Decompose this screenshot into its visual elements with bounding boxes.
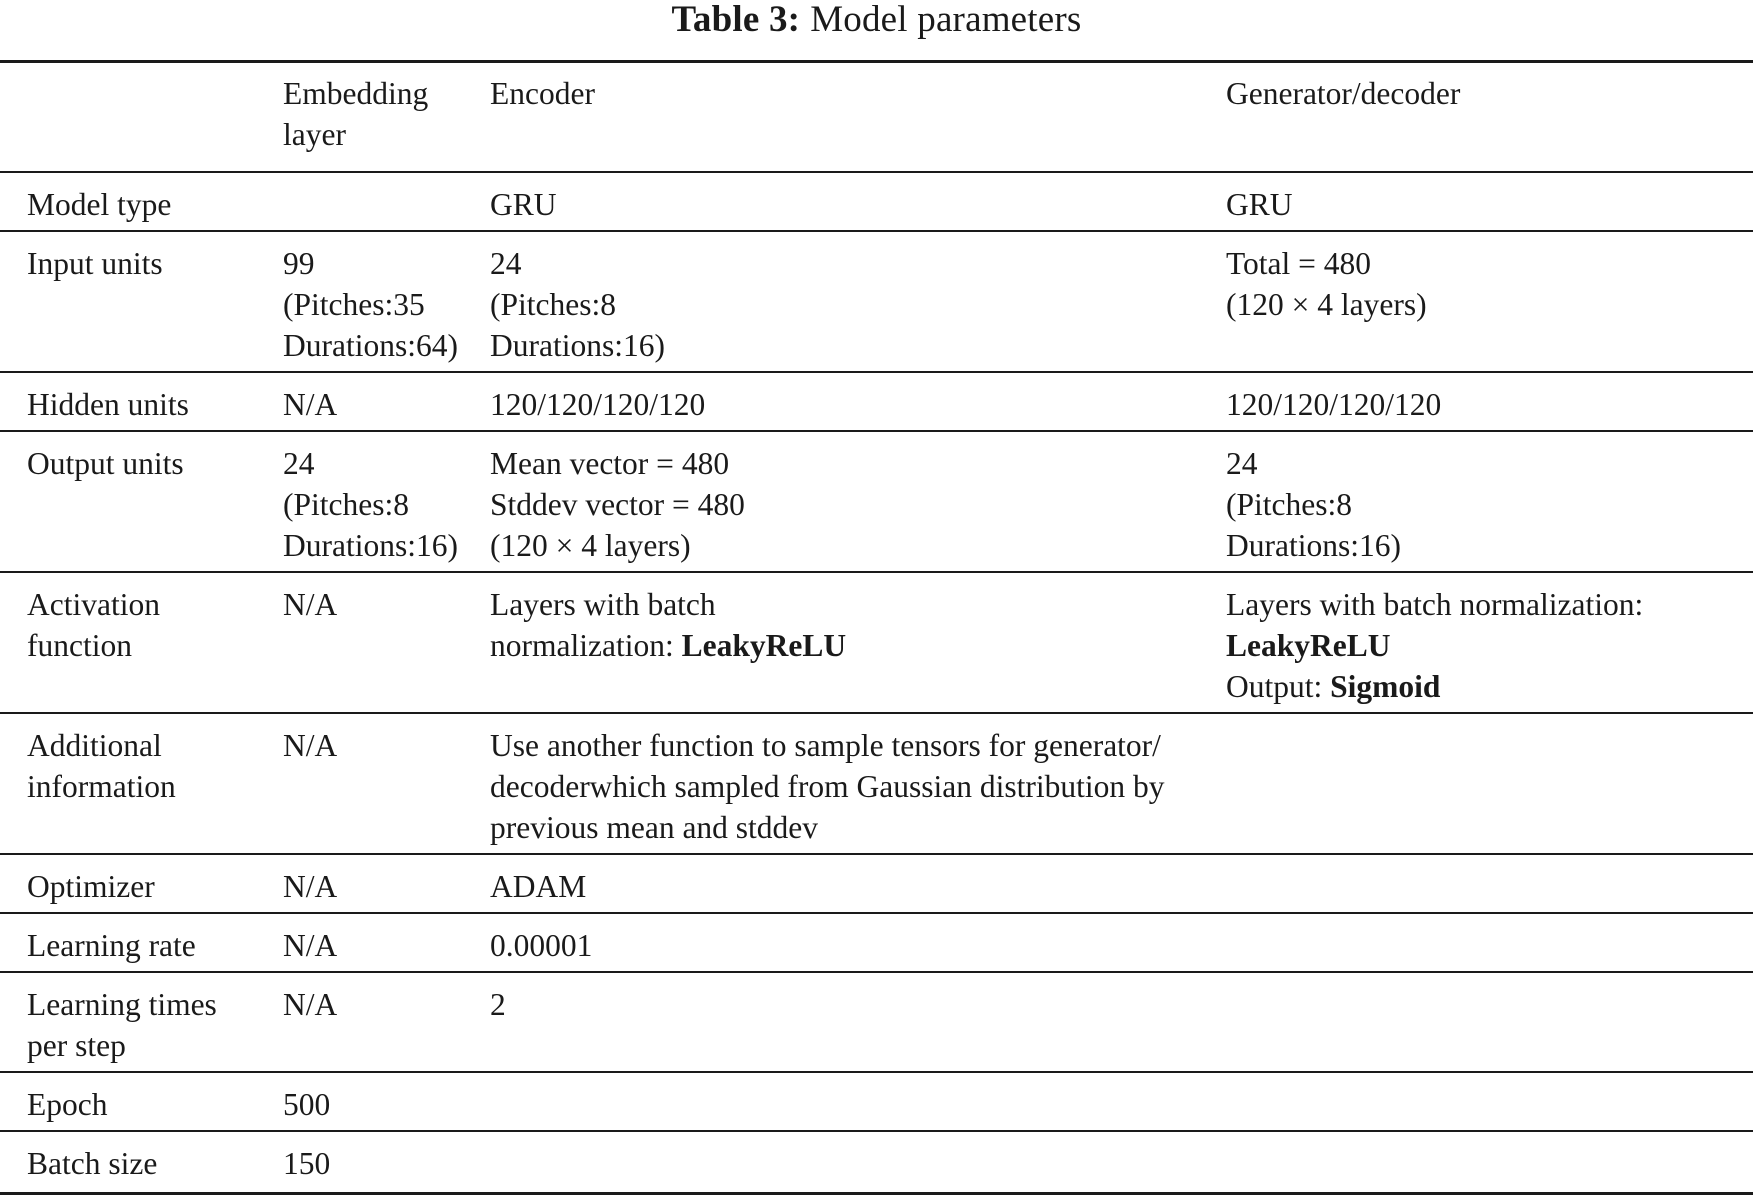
cell-embedding: N/A (283, 572, 490, 713)
cell-generator: Total = 480 (120 × 4 layers) (1226, 231, 1753, 372)
header-cell-generator: Generator/decoder (1226, 62, 1753, 173)
cell-generator: Layers with batch normalization: LeakyReLU Output: Sigmoid (1226, 572, 1753, 713)
cell-embedding: N/A (283, 972, 490, 1072)
cell-embedding: 500 (283, 1072, 490, 1131)
table-row-input-units (0, 231, 1753, 372)
row-label: Learning times per step (0, 972, 283, 1072)
table-row-model-type (0, 172, 1753, 231)
activation-name: LeakyReLU (1226, 628, 1391, 663)
table-caption (0, 0, 1753, 40)
table-row-optimizer (0, 854, 1753, 913)
table-row-activation-function (0, 572, 1753, 713)
row-label: Batch size (0, 1131, 283, 1194)
cell-generator (1226, 854, 1753, 913)
row-label: Model type (0, 172, 283, 231)
cell-generator (1226, 972, 1753, 1072)
cell-embedding: N/A (283, 713, 490, 854)
cell-encoder: 0.00001 (490, 913, 1226, 972)
row-label: Learning rate (0, 913, 283, 972)
cell-embedding (283, 172, 490, 231)
caption-label: Table 3: (671, 0, 801, 40)
row-label: Activation function (0, 572, 283, 713)
cell-generator (1226, 1072, 1753, 1131)
cell-embedding: 24 (Pitches:8 Durations:16) (283, 431, 490, 572)
table-row-batch-size (0, 1131, 1753, 1194)
row-label: Hidden units (0, 372, 283, 431)
cell-generator: 120/120/120/120 (1226, 372, 1753, 431)
cell-encoder: ADAM (490, 854, 1226, 913)
row-label: Input units (0, 231, 283, 372)
cell-encoder: 120/120/120/120 (490, 372, 1226, 431)
caption-title: Model parameters (810, 0, 1082, 40)
activation-name: LeakyReLU (681, 628, 847, 663)
row-label: Additional information (0, 713, 283, 854)
cell-generator (1226, 713, 1753, 854)
row-label: Output units (0, 431, 283, 572)
cell-generator (1226, 1131, 1753, 1194)
cell-encoder (490, 1072, 1226, 1131)
table-row-learning-rate (0, 913, 1753, 972)
table-row-output-units (0, 431, 1753, 572)
table-row-epoch (0, 1072, 1753, 1131)
cell-generator (1226, 913, 1753, 972)
table-row-additional-information (0, 713, 1753, 854)
model-parameters-table (0, 60, 1753, 1195)
cell-embedding: 150 (283, 1131, 490, 1194)
cell-encoder: 24 (Pitches:8 Durations:16) (490, 231, 1226, 372)
table-row-learning-times (0, 972, 1753, 1072)
cell-encoder: GRU (490, 172, 1226, 231)
cell-encoder: Use another function to sample tensors for generator/ decoderwhich sampled from Gaussian distribution by previous mean and stddev (490, 713, 1226, 854)
output-activation-name: Sigmoid (1330, 669, 1441, 704)
cell-encoder: Layers with batch normalization: LeakyReLU (490, 572, 1226, 713)
table-row-hidden-units (0, 372, 1753, 431)
cell-encoder: Mean vector = 480 Stddev vector = 480 (120 × 4 layers) (490, 431, 1226, 572)
cell-generator: 24 (Pitches:8 Durations:16) (1226, 431, 1753, 572)
row-label: Epoch (0, 1072, 283, 1131)
cell-generator: GRU (1226, 172, 1753, 231)
cell-embedding: N/A (283, 854, 490, 913)
header-cell-empty (0, 62, 283, 173)
cell-encoder (490, 1131, 1226, 1194)
cell-encoder: 2 (490, 972, 1226, 1072)
cell-embedding: N/A (283, 913, 490, 972)
header-cell-encoder: Encoder (490, 62, 1226, 173)
cell-embedding: 99 (Pitches:35 Durations:64) (283, 231, 490, 372)
row-label: Optimizer (0, 854, 283, 913)
header-cell-embedding: Embedding layer (283, 62, 490, 173)
cell-embedding: N/A (283, 372, 490, 431)
table-header-row (0, 62, 1753, 173)
